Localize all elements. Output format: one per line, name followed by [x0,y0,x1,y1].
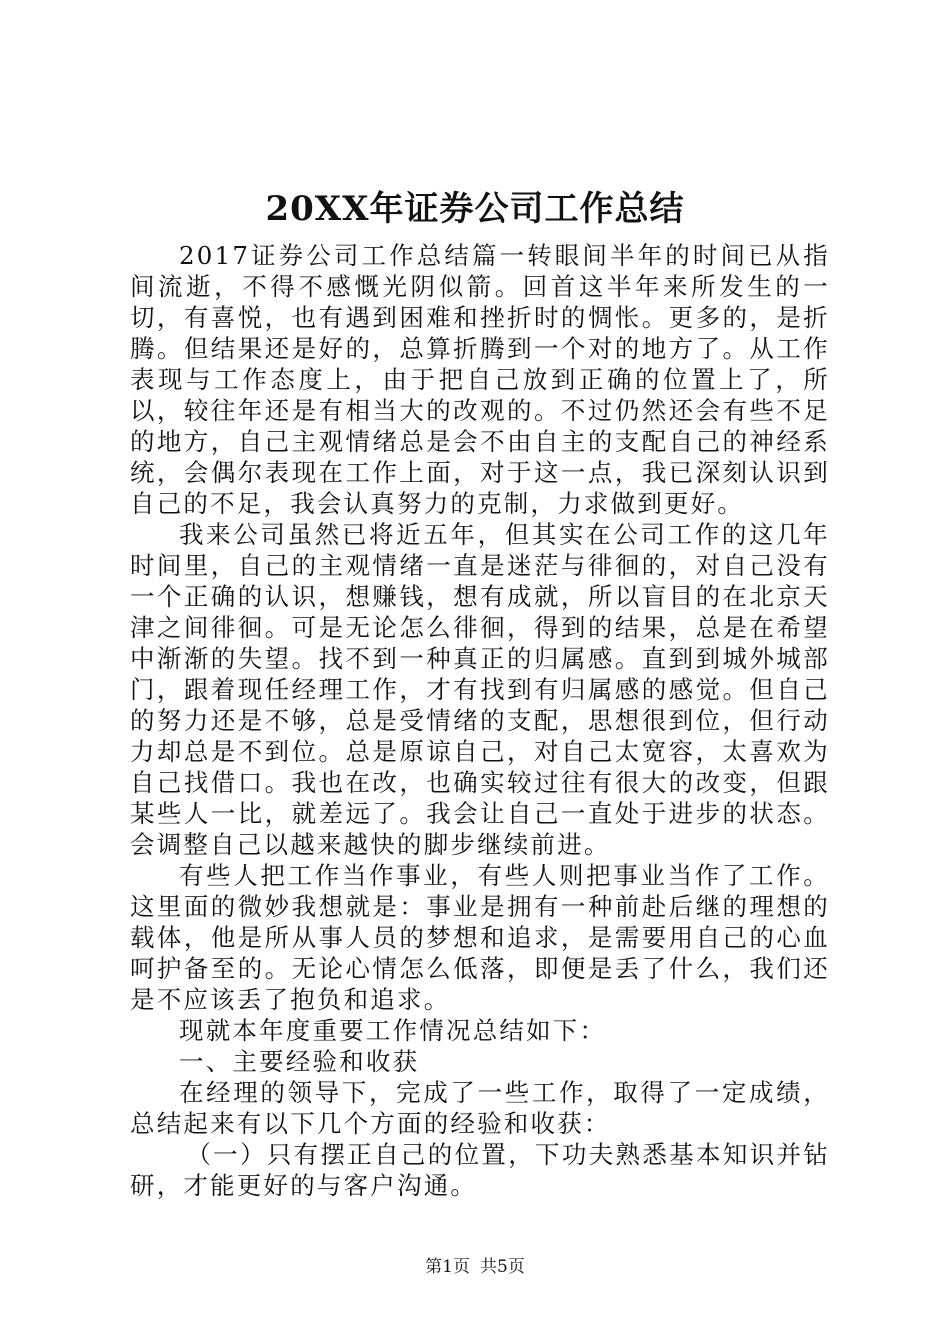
section-heading-experience: 一、主要经验和收获 [179,1047,420,1076]
page-total: 共5页 [480,1257,525,1277]
paragraph-intro: 2017证券公司工作总结篇一转眼间半年的时间已从指间流逝，不得不感慨光阴似箭。回首这半年来所发生的一切，有喜悦，也有遇到困难和挫折时的惆怅。更多的，是折腾。但结果还是好的，总算折腾到一个对的地方了。从工作表现与工作态度上，由于把自己放到正确的位置上了，所以，较往年还是有相当大的改观的。不过仍然还会有些不足的地方，自己主观情绪总是会不由自主的支配自己的神经系统，会偶尔表现在工作上面，对于这一点，我已深刻认识到自己的不足，我会认真努力的克制，力求做到更好。 [130,241,830,518]
document-title: 20XX年证券公司工作总结 [265,189,685,229]
paragraph-company-years: 我来公司虽然已将近五年，但其实在公司工作的这几年时间里，自己的主观情绪一直是迷茫与徘徊的，对自己没有一个正确的认识，想赚钱，想有成就，所以盲目的在北京天津之间徘徊。可是无论怎么徘徊，得到的结果，总是在希望中渐渐的失望。找不到一种真正的归属感。直到到城外城部门，跟着现任经理工作，才有找到有归属感的感觉。但自己的努力还是不够，总是受情绪的支配，思想很到位，但行动力却总是不到位。总是原谅自己，对自己太宽容，太喜欢为自己找借口。我也在改，也确实较过往有很大的改变，但跟某些人一比，就差远了。我会让自己一直处于进步的状态。会调整自己以越来越快的脚步继续前进。 [130,520,830,859]
paragraph-career-vs-work: 有些人把工作当作事业，有些人则把事业当作了工作。这里面的微妙我想就是：事业是拥有一种前赴后继的理想的载体，他是所从事人员的梦想和追求，是需要用自己的心血呵护备至的。无论心情怎么低落，即便是丢了什么，我们还是不应该丢了抱负和追求。 [130,861,830,1014]
paragraph-manager-guidance: 在经理的领导下，完成了一些工作，取得了一定成绩，总结起来有以下几个方面的经验和收获： [130,1078,830,1138]
page-number: 第1页 [425,1257,470,1277]
paragraph-point-one: （一）只有摆正自己的位置，下功夫熟悉基本知识并钻研，才能更好的与客户沟通。 [130,1140,830,1200]
page-footer [0,1256,950,1278]
paragraph-summary-lead: 现就本年度重要工作情况总结如下： [179,1016,607,1045]
document-body [130,240,830,1201]
